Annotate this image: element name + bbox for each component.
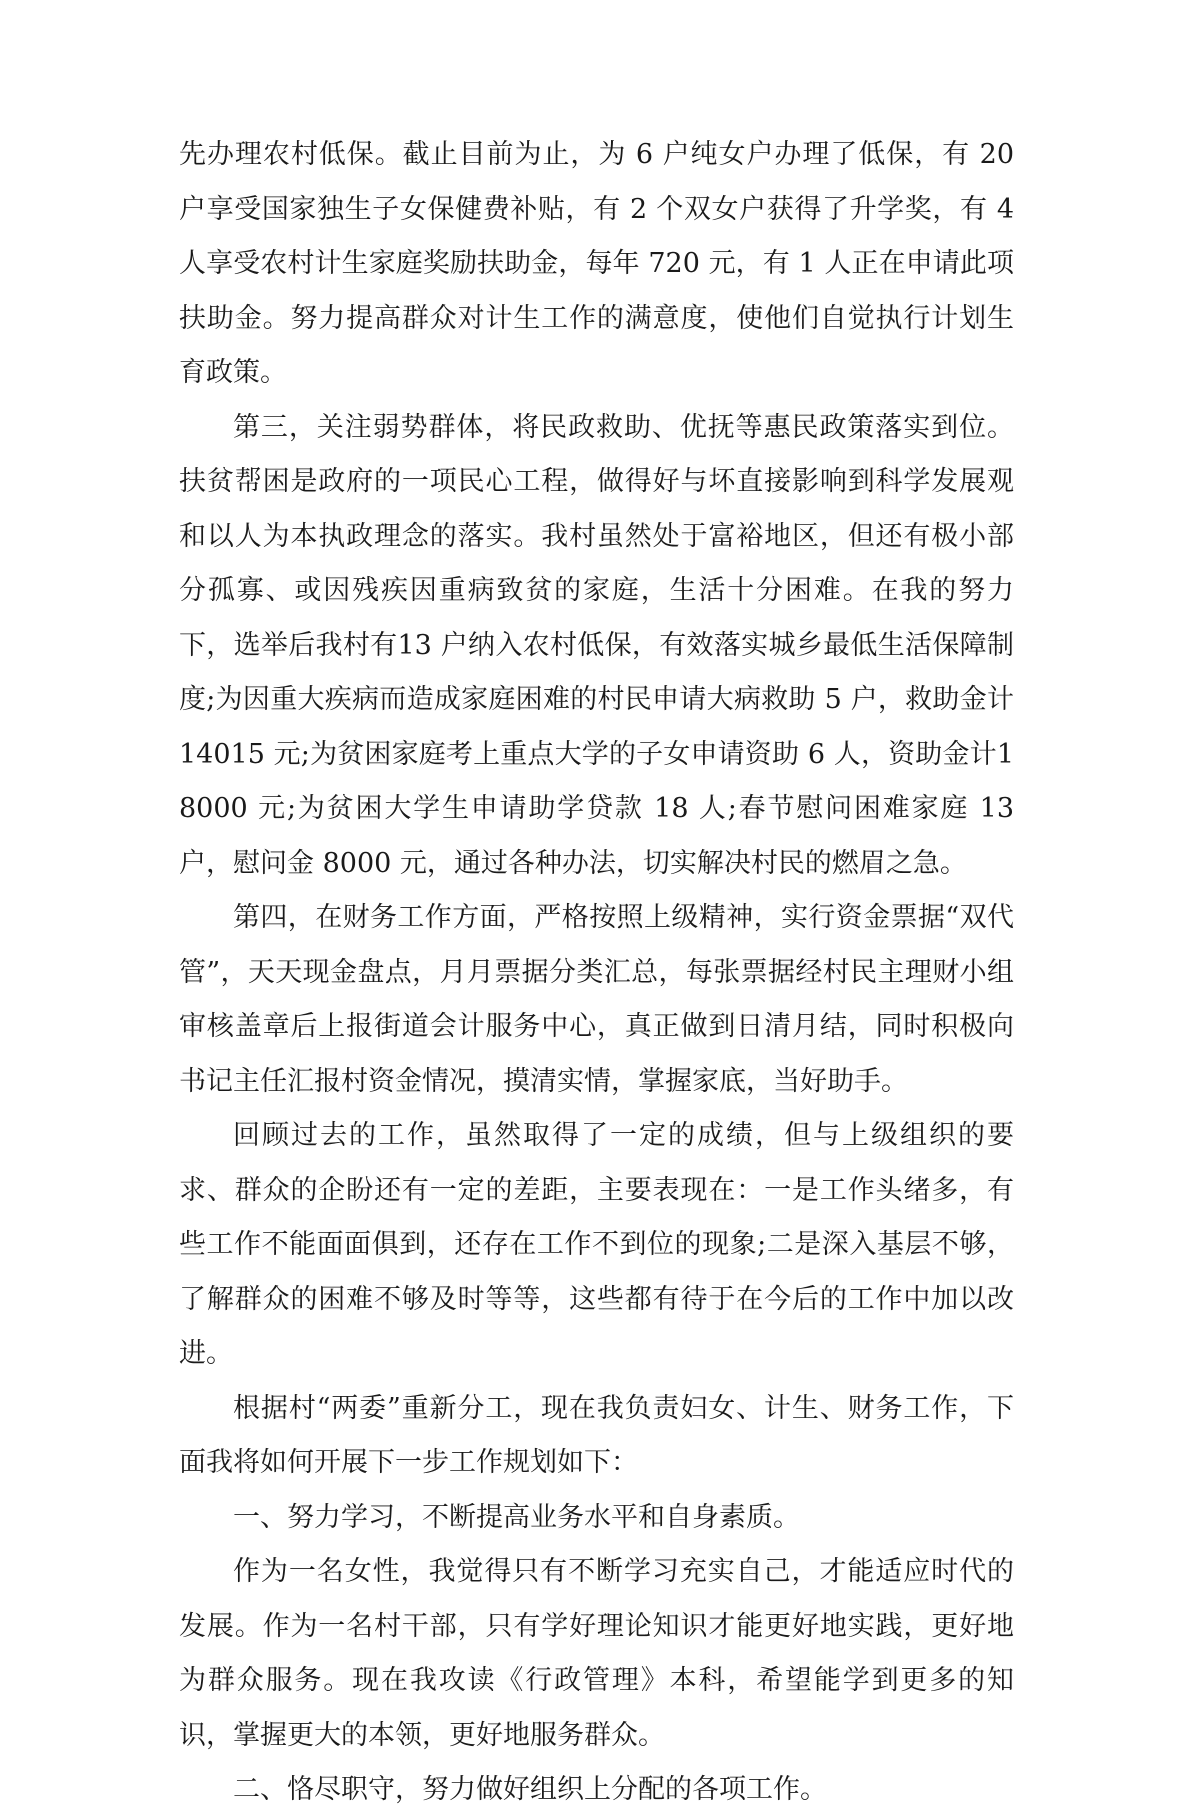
document-body (179, 128, 1014, 1818)
paragraph-low-income-family-planning: 先办理农村低保。截止目前为止，为 6 户纯女户办理了低保，有 20 户享受国家独生子女保健费补贴，有 2 个双女户获得了升学奖，有 4 人享受农村计生家庭奖励扶助金，每年 720 元，有 1 人正在申请此项扶助金。努力提高群众对计生工作的满意度，使他们自觉执行计划生育政策。 (179, 139, 1014, 388)
heading-plan-item-two: 二、恪尽职守，努力做好组织上分配的各项工作。 (233, 1774, 827, 1805)
paragraph-work-plan-intro: 根据村“两委”重新分工，现在我负责妇女、计生、财务工作，下面我将如何开展下一步工作规划如下： (179, 1392, 1014, 1478)
paragraph-fourth-finance-work: 第四，在财务工作方面，严格按照上级精神，实行资金票据“双代管”，天天现金盘点，月月票据分类汇总，每张票据经村民主理财小组审核盖章后上报街道会计服务中心，真正做到日清月结，同时积极向书记主任汇报村资金情况，摸清实情，掌握家底，当好助手。 (179, 902, 1014, 1097)
paragraph-study-and-improve: 作为一名女性，我觉得只有不断学习充实自己，才能适应时代的发展。作为一名村干部，只有学好理论知识才能更好地实践，更好地为群众服务。现在我攻读《行政管理》本科，希望能学到更多的知识，掌握更大的本领，更好地服务群众。 (179, 1556, 1014, 1751)
paragraph-review-shortcomings: 回顾过去的工作，虽然取得了一定的成绩，但与上级组织的要求、群众的企盼还有一定的差距，主要表现在：一是工作头绪多，有些工作不能面面俱到，还存在工作不到位的现象;二是深入基层不够，了解群众的困难不够及时等等，这些都有待于在今后的工作中加以改进。 (179, 1120, 1014, 1369)
heading-plan-item-one: 一、努力学习，不断提高业务水平和自身素质。 (233, 1501, 800, 1533)
paragraph-third-vulnerable-groups: 第三，关注弱势群体，将民政救助、优抚等惠民政策落实到位。扶贫帮困是政府的一项民心工程，做得好与坏直接影响到科学发展观和以人为本执政理念的落实。我村虽然处于富裕地区，但还有极小部分孤寡、或因残疾因重病致贫的家庭，生活十分困难。在我的努力下，选举后我村有13 户纳入农村低保，有效落实城乡最低生活保障制度;为因重大疾病而造成家庭困难的村民申请大病救助 5 户，救助金计14015 元;为贫困家庭考上重点大学的子女申请资助 6 人，资助金计18000 元;为贫困大学生申请助学贷款 18 人;春节慰问困难家庭 13 户，慰问金 8000 元，通过各种办法，切实解决村民的燃眉之急。 (179, 411, 1014, 879)
